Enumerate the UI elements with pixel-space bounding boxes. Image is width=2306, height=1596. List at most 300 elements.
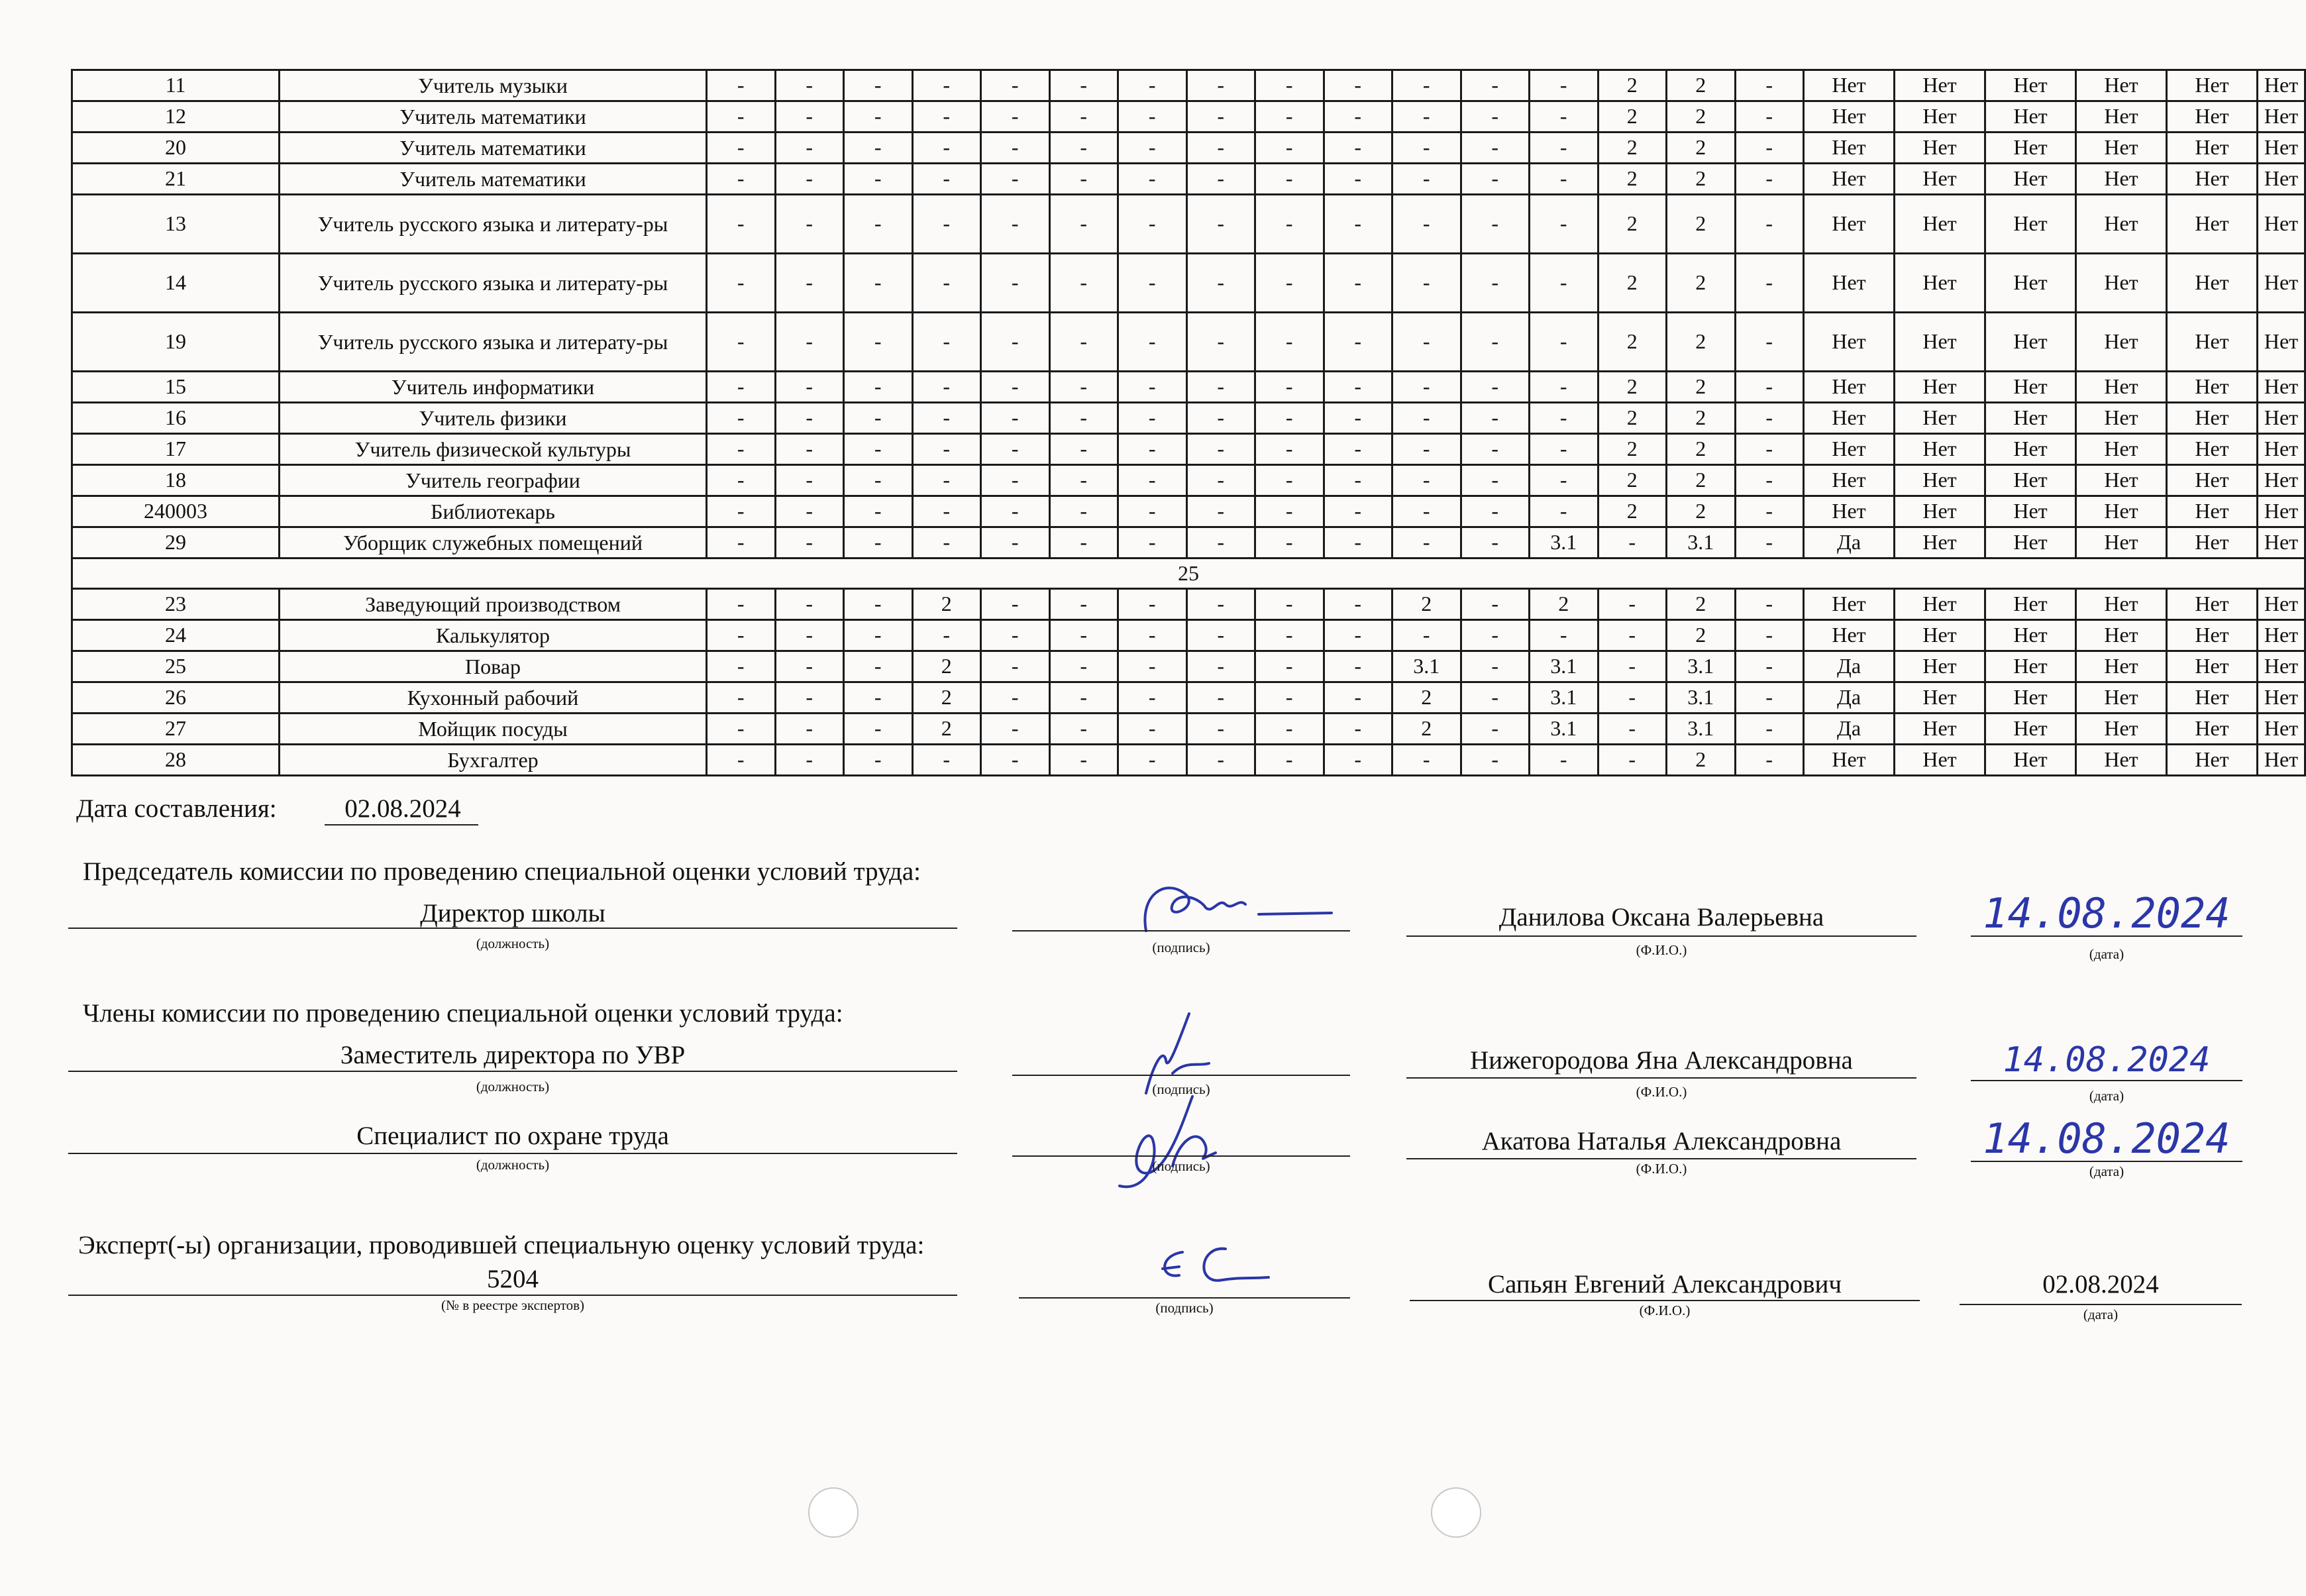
member2-position-line <box>68 1153 957 1154</box>
workplace-number: 19 <box>72 313 280 372</box>
table-row <box>72 589 2305 620</box>
table-cell: - <box>1324 527 1392 559</box>
table-cell: - <box>775 313 844 372</box>
table-cell: Нет <box>2167 745 2258 776</box>
table-cell: Нет <box>2167 372 2258 403</box>
table-cell: - <box>1324 133 1392 164</box>
table-cell: - <box>1118 313 1187 372</box>
member2-signature-line <box>1012 1155 1350 1157</box>
table-cell: Нет <box>1804 745 1895 776</box>
table-row <box>72 434 2305 465</box>
table-cell: - <box>1255 620 1324 651</box>
table-cell: - <box>1049 589 1118 620</box>
table-cell: - <box>1255 133 1324 164</box>
workplace-number: 15 <box>72 372 280 403</box>
table-cell: - <box>1735 465 1804 496</box>
member2-signature <box>1106 1087 1232 1199</box>
table-cell: - <box>1392 133 1461 164</box>
table-cell: - <box>1049 745 1118 776</box>
table-cell: Нет <box>2258 313 2305 372</box>
table-cell: - <box>981 403 1050 434</box>
table-cell: Нет <box>1804 465 1895 496</box>
workplace-name: Библиотекарь <box>280 496 707 527</box>
table-row <box>72 714 2305 745</box>
table-cell: Да <box>1804 527 1895 559</box>
table-cell: Нет <box>2167 651 2258 682</box>
table-cell: - <box>1530 133 1598 164</box>
punch-hole <box>1431 1487 1481 1538</box>
table-cell: - <box>1598 745 1667 776</box>
table-cell: Нет <box>1804 70 1895 101</box>
table-cell: - <box>775 527 844 559</box>
table-cell: Нет <box>1985 745 2076 776</box>
member2-position: Специалист по охране труда <box>356 1122 669 1150</box>
table-cell: - <box>1461 403 1530 434</box>
table-cell: - <box>1735 714 1804 745</box>
table-cell: - <box>1461 133 1530 164</box>
table-cell: - <box>1186 714 1255 745</box>
table-row <box>72 195 2305 254</box>
table-cell: 2 <box>912 589 981 620</box>
workplace-number: 23 <box>72 589 280 620</box>
table-cell: Нет <box>2167 133 2258 164</box>
caption-expert-no: (№ в реестре экспертов) <box>441 1297 585 1313</box>
table-cell: - <box>707 465 776 496</box>
table-cell: - <box>844 372 913 403</box>
table-cell: Да <box>1804 651 1895 682</box>
workplace-name: Учитель математики <box>280 164 707 195</box>
table-cell: - <box>912 620 981 651</box>
table-cell: 3.1 <box>1667 714 1736 745</box>
table-cell: - <box>1186 434 1255 465</box>
table-cell: Нет <box>2076 195 2167 254</box>
table-cell: Нет <box>1895 714 1985 745</box>
workplace-name: Учитель математики <box>280 101 707 133</box>
table-cell: 2 <box>1667 465 1736 496</box>
table-cell: - <box>981 434 1050 465</box>
table-cell: - <box>1118 682 1187 714</box>
table-cell: - <box>1530 434 1598 465</box>
table-cell: - <box>707 403 776 434</box>
workplace-number: 29 <box>72 527 280 559</box>
table-cell: - <box>844 403 913 434</box>
table-cell: 2 <box>1598 101 1667 133</box>
table-cell: - <box>1392 620 1461 651</box>
table-row <box>72 745 2305 776</box>
table-cell: 2 <box>1598 254 1667 313</box>
table-row <box>72 164 2305 195</box>
table-cell: - <box>981 620 1050 651</box>
table-cell: 2 <box>1598 465 1667 496</box>
table-cell: - <box>775 496 844 527</box>
table-cell: 2 <box>1598 133 1667 164</box>
table-cell: Нет <box>2076 527 2167 559</box>
workplace-name: Учитель физики <box>280 403 707 434</box>
table-cell: Нет <box>1804 496 1895 527</box>
caption-fio: (Ф.И.О.) <box>1636 1084 1687 1100</box>
workplace-number: 12 <box>72 101 280 133</box>
table-cell: - <box>1049 651 1118 682</box>
table-cell: - <box>1392 195 1461 254</box>
table-section-row <box>72 559 2305 589</box>
table-cell: - <box>844 714 913 745</box>
table-cell: Нет <box>1895 195 1985 254</box>
chair-fio-line <box>1406 935 1916 937</box>
table-cell: - <box>1461 101 1530 133</box>
table-cell: - <box>912 496 981 527</box>
table-row <box>72 101 2305 133</box>
table-cell: - <box>1598 620 1667 651</box>
table-cell: 2 <box>1598 496 1667 527</box>
table-cell: - <box>912 465 981 496</box>
chair-position: Директор школы <box>420 899 605 928</box>
table-cell: - <box>1255 745 1324 776</box>
table-cell: - <box>1735 254 1804 313</box>
table-cell: 2 <box>1667 70 1736 101</box>
table-cell: - <box>844 465 913 496</box>
table-cell: Нет <box>1895 403 1985 434</box>
table-row <box>72 313 2305 372</box>
table-cell: - <box>1186 372 1255 403</box>
table-cell: - <box>1392 434 1461 465</box>
workplace-name: Уборщик служебных помещений <box>280 527 707 559</box>
table-cell: - <box>1255 254 1324 313</box>
table-cell: - <box>1461 682 1530 714</box>
table-cell: Нет <box>2076 101 2167 133</box>
table-cell: Нет <box>1804 195 1895 254</box>
table-cell: - <box>775 403 844 434</box>
table-cell: - <box>1324 589 1392 620</box>
table-cell: - <box>1255 651 1324 682</box>
table-cell: - <box>912 745 981 776</box>
table-cell: - <box>1735 620 1804 651</box>
table-cell: - <box>775 101 844 133</box>
table-cell: - <box>844 313 913 372</box>
table-cell: Нет <box>1804 434 1895 465</box>
table-cell: - <box>1186 254 1255 313</box>
table-cell: - <box>1118 434 1187 465</box>
table-cell: Нет <box>1895 254 1985 313</box>
table-cell: - <box>1530 403 1598 434</box>
table-cell: - <box>1049 496 1118 527</box>
table-cell: Нет <box>1804 133 1895 164</box>
table-cell: - <box>981 254 1050 313</box>
table-cell: - <box>1735 101 1804 133</box>
caption-date: (дата) <box>2089 1163 2124 1179</box>
table-cell: - <box>981 133 1050 164</box>
table-cell: - <box>1118 70 1187 101</box>
table-cell: 2 <box>912 714 981 745</box>
table-cell: - <box>775 465 844 496</box>
table-cell: Нет <box>2076 682 2167 714</box>
table-row <box>72 465 2305 496</box>
workplace-name: Учитель русского языка и литерату-ры <box>280 254 707 313</box>
workplace-name: Учитель музыки <box>280 70 707 101</box>
table-cell: - <box>1255 682 1324 714</box>
table-cell: - <box>1186 589 1255 620</box>
table-cell: 2 <box>1392 714 1461 745</box>
table-cell: Нет <box>1985 372 2076 403</box>
table-cell: - <box>981 589 1050 620</box>
table-cell: - <box>1186 651 1255 682</box>
table-cell: Нет <box>1804 313 1895 372</box>
table-cell: 2 <box>1598 195 1667 254</box>
caption-date: (дата) <box>2089 946 2124 962</box>
table-cell: - <box>1530 745 1598 776</box>
table-cell: - <box>1186 403 1255 434</box>
table-cell: Нет <box>2167 195 2258 254</box>
table-cell: - <box>1324 70 1392 101</box>
workplace-name: Бухгалтер <box>280 745 707 776</box>
table-cell: 2 <box>1667 434 1736 465</box>
section-label: 25 <box>72 559 2305 589</box>
workplace-name: Учитель математики <box>280 133 707 164</box>
workplace-number: 21 <box>72 164 280 195</box>
table-cell: - <box>981 164 1050 195</box>
table-cell: 3.1 <box>1530 714 1598 745</box>
table-cell: - <box>1530 254 1598 313</box>
table-cell: 2 <box>1667 101 1736 133</box>
table-cell: Нет <box>1895 589 1985 620</box>
table-cell: - <box>1461 745 1530 776</box>
table-cell: Нет <box>1985 589 2076 620</box>
table-cell: Нет <box>1985 651 2076 682</box>
table-cell: - <box>981 465 1050 496</box>
table-cell: Нет <box>2076 164 2167 195</box>
table-cell: - <box>707 195 776 254</box>
table-cell: 2 <box>1667 254 1736 313</box>
table-cell: Нет <box>2167 682 2258 714</box>
table-cell: - <box>1049 403 1118 434</box>
caption-date: (дата) <box>2083 1306 2119 1322</box>
workplace-number: 24 <box>72 620 280 651</box>
table-cell: - <box>981 101 1050 133</box>
table-cell: Нет <box>2258 682 2305 714</box>
table-row <box>72 496 2305 527</box>
workplace-name: Мойщик посуды <box>280 714 707 745</box>
table-cell: - <box>1324 164 1392 195</box>
table-cell: - <box>707 589 776 620</box>
chair-heading: Председатель комиссии по проведению специальной оценки условий труда: <box>83 857 921 886</box>
table-cell: 2 <box>1667 195 1736 254</box>
table-cell: Нет <box>2258 620 2305 651</box>
table-cell: 2 <box>1598 434 1667 465</box>
date-label: Дата составления: <box>76 794 277 823</box>
table-cell: 2 <box>1667 620 1736 651</box>
caption-fio: (Ф.И.О.) <box>1636 942 1687 958</box>
table-cell: Нет <box>1985 434 2076 465</box>
table-cell: 2 <box>1598 313 1667 372</box>
table-cell: Нет <box>2076 496 2167 527</box>
table-cell: Нет <box>2258 133 2305 164</box>
table-cell: - <box>1530 465 1598 496</box>
table-cell: - <box>1118 101 1187 133</box>
workplace-number: 14 <box>72 254 280 313</box>
table-cell: - <box>981 313 1050 372</box>
table-cell: Нет <box>2167 313 2258 372</box>
table-cell: Нет <box>1895 133 1985 164</box>
table-cell: Нет <box>2167 164 2258 195</box>
table-cell: - <box>1255 403 1324 434</box>
table-cell: - <box>981 496 1050 527</box>
table-cell: - <box>1118 496 1187 527</box>
table-cell: - <box>1118 527 1187 559</box>
table-cell: Нет <box>1804 403 1895 434</box>
workplace-name: Заведующий производством <box>280 589 707 620</box>
chair-date: 14.08.2024 <box>1983 889 2230 937</box>
table-cell: Нет <box>2258 651 2305 682</box>
member2-fio-line <box>1406 1158 1916 1159</box>
table-cell: - <box>1392 70 1461 101</box>
workplace-number: 27 <box>72 714 280 745</box>
table-cell: Нет <box>2076 714 2167 745</box>
table-cell: - <box>1324 372 1392 403</box>
table-cell: Нет <box>1804 164 1895 195</box>
table-cell: - <box>1118 195 1187 254</box>
table-cell: - <box>1049 434 1118 465</box>
table-cell: - <box>1735 682 1804 714</box>
table-cell: - <box>1049 133 1118 164</box>
table-cell: Нет <box>1985 133 2076 164</box>
table-cell: - <box>1255 589 1324 620</box>
table-cell: Нет <box>2076 651 2167 682</box>
table-cell: - <box>707 496 776 527</box>
table-cell: - <box>1392 372 1461 403</box>
workplace-name: Учитель русского языка и литерату-ры <box>280 313 707 372</box>
table-cell: - <box>707 133 776 164</box>
table-cell: - <box>1118 403 1187 434</box>
caption-signature: (подпись) <box>1155 1300 1214 1316</box>
table-cell: Нет <box>2258 745 2305 776</box>
table-cell: - <box>1255 465 1324 496</box>
table-cell: Нет <box>1804 620 1895 651</box>
table-cell: - <box>1735 403 1804 434</box>
table-cell: - <box>1255 70 1324 101</box>
table-cell: - <box>1255 434 1324 465</box>
member1-position-line <box>68 1071 957 1072</box>
table-cell: - <box>1735 589 1804 620</box>
table-cell: - <box>1735 372 1804 403</box>
table-cell: - <box>707 313 776 372</box>
table-cell: 2 <box>1530 589 1598 620</box>
expert-signature-line <box>1019 1297 1350 1299</box>
member2-date: 14.08.2024 <box>1983 1114 2230 1163</box>
table-cell: - <box>912 254 981 313</box>
table-cell: - <box>981 372 1050 403</box>
table-cell: - <box>1530 372 1598 403</box>
table-cell: - <box>981 745 1050 776</box>
workplace-name: Учитель географии <box>280 465 707 496</box>
table-cell: Нет <box>1895 496 1985 527</box>
table-cell: Нет <box>1895 745 1985 776</box>
table-cell: Нет <box>2167 403 2258 434</box>
workplace-name: Кухонный рабочий <box>280 682 707 714</box>
table-cell: - <box>1324 101 1392 133</box>
table-cell: - <box>1392 101 1461 133</box>
table-cell: - <box>1461 434 1530 465</box>
table-cell: Нет <box>2076 434 2167 465</box>
table-cell: - <box>1118 372 1187 403</box>
table-cell: - <box>1461 254 1530 313</box>
table-cell: - <box>1049 254 1118 313</box>
table-cell: - <box>1118 133 1187 164</box>
table-cell: Нет <box>2167 589 2258 620</box>
table-cell: - <box>981 651 1050 682</box>
table-cell: - <box>775 195 844 254</box>
table-row <box>72 372 2305 403</box>
table-cell: Нет <box>2076 465 2167 496</box>
table-cell: Нет <box>1985 496 2076 527</box>
table-cell: Нет <box>1895 682 1985 714</box>
table-cell: - <box>707 101 776 133</box>
table-cell: Нет <box>2258 70 2305 101</box>
table-cell: Нет <box>2167 70 2258 101</box>
workplace-number: 20 <box>72 133 280 164</box>
table-cell: Нет <box>2076 589 2167 620</box>
table-cell: - <box>1324 403 1392 434</box>
workplace-name: Повар <box>280 651 707 682</box>
table-cell: - <box>1392 313 1461 372</box>
table-cell: Нет <box>2258 714 2305 745</box>
expert-heading: Эксперт(-ы) организации, проводившей специальную оценку условий труда: <box>78 1231 925 1259</box>
table-cell: - <box>1049 195 1118 254</box>
table-cell: - <box>1049 527 1118 559</box>
table-cell: - <box>844 620 913 651</box>
workplace-number: 240003 <box>72 496 280 527</box>
table-cell: - <box>844 589 913 620</box>
table-cell: Нет <box>1985 254 2076 313</box>
table-cell: 2 <box>1667 372 1736 403</box>
table-cell: 2 <box>912 682 981 714</box>
table-cell: 2 <box>1598 403 1667 434</box>
table-cell: - <box>912 133 981 164</box>
table-cell: 2 <box>1667 313 1736 372</box>
table-cell: - <box>707 527 776 559</box>
table-cell: - <box>1324 714 1392 745</box>
table-cell: - <box>912 164 981 195</box>
table-cell: - <box>1392 527 1461 559</box>
table-cell: - <box>1049 372 1118 403</box>
table-cell: Нет <box>2258 101 2305 133</box>
table-cell: - <box>1735 133 1804 164</box>
table-cell: Нет <box>1895 313 1985 372</box>
table-cell: Нет <box>1985 403 2076 434</box>
chair-signature-line <box>1012 930 1350 931</box>
table-cell: - <box>912 372 981 403</box>
table-cell: Нет <box>1895 101 1985 133</box>
table-cell: - <box>1324 195 1392 254</box>
table-cell: Нет <box>1985 620 2076 651</box>
table-cell: - <box>1461 313 1530 372</box>
table-cell: - <box>1255 195 1324 254</box>
table-cell: - <box>1255 372 1324 403</box>
expert-reg-no-line <box>68 1295 957 1296</box>
table-cell: Нет <box>2076 372 2167 403</box>
table-cell: - <box>1735 195 1804 254</box>
table-cell: Нет <box>2076 254 2167 313</box>
punch-hole <box>808 1487 859 1538</box>
table-cell: - <box>1255 313 1324 372</box>
table-cell: - <box>1735 70 1804 101</box>
table-cell: - <box>1735 651 1804 682</box>
table-cell: 3.1 <box>1530 651 1598 682</box>
workplace-number: 17 <box>72 434 280 465</box>
table-cell: - <box>1461 496 1530 527</box>
table-cell: - <box>1186 527 1255 559</box>
table-cell: - <box>775 745 844 776</box>
table-cell: - <box>1461 372 1530 403</box>
sout-results-table <box>71 69 2306 776</box>
